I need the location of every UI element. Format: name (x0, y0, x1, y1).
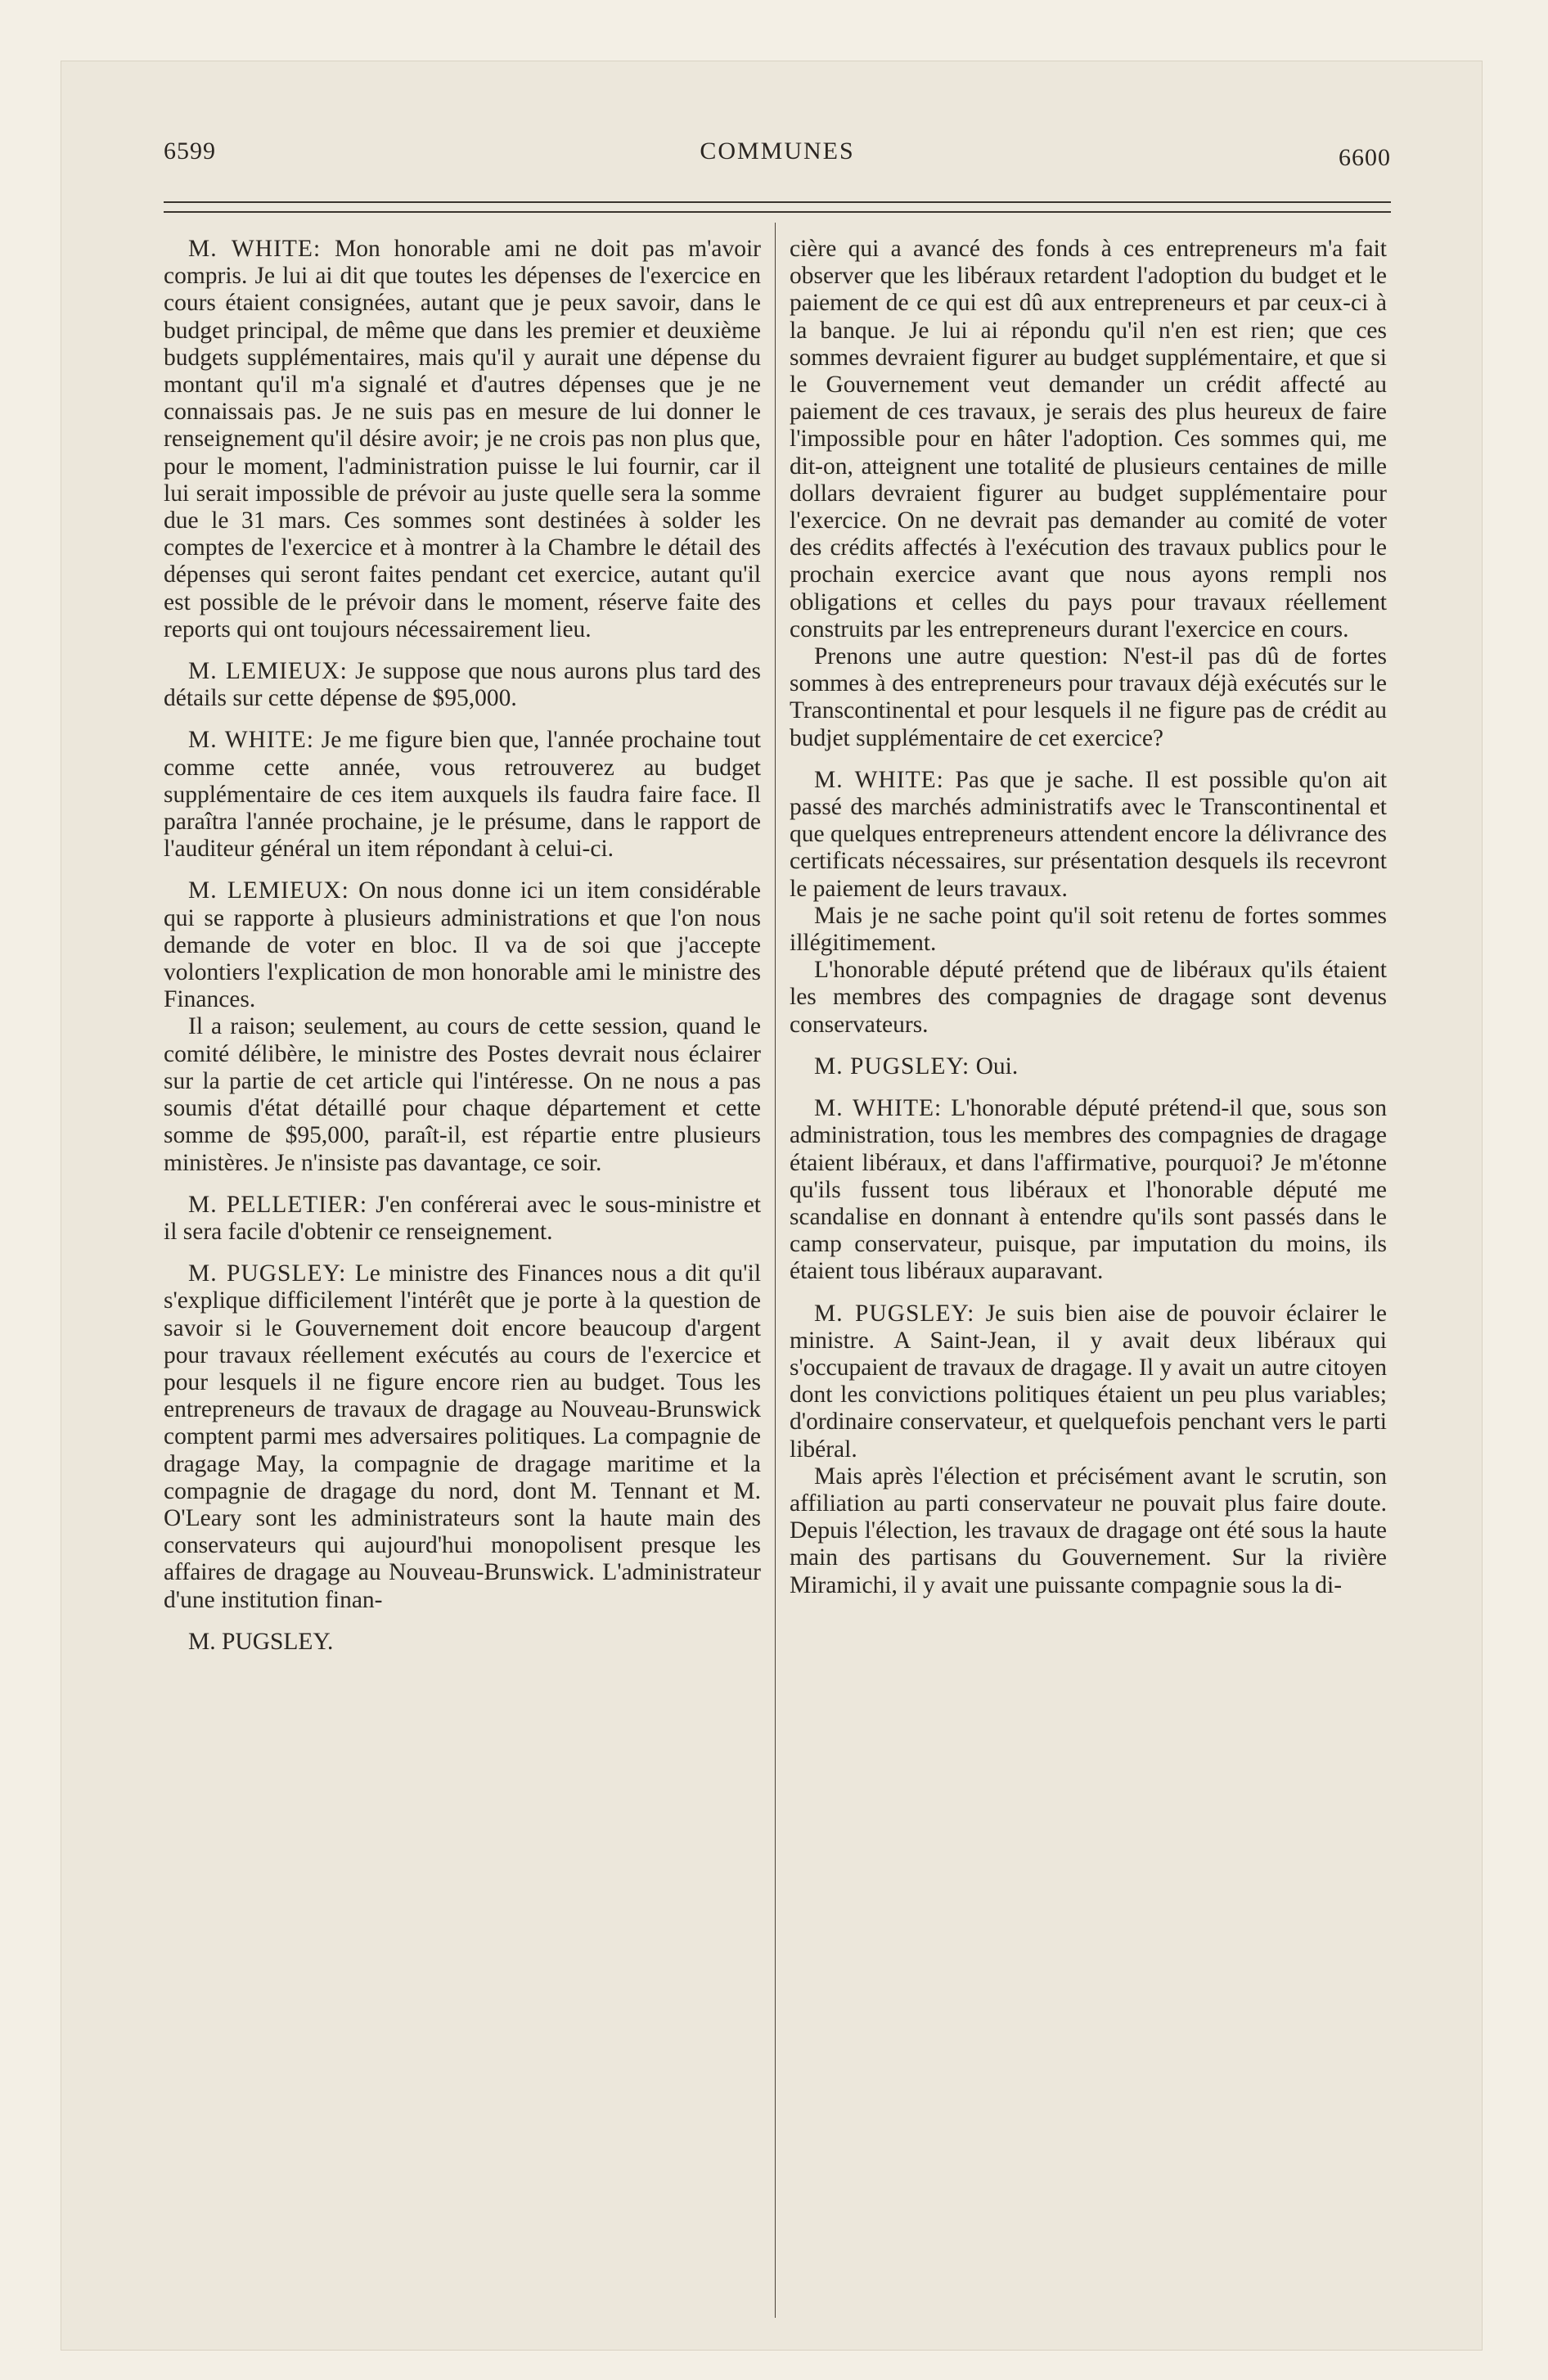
paragraph (790, 1300, 1387, 1463)
paragraph (790, 903, 1387, 957)
paragraph (164, 877, 761, 1013)
speaker-name: M. PUGSLEY: (188, 1260, 347, 1287)
column-divider (775, 223, 776, 2318)
paragraph (164, 1013, 761, 1176)
speaker-name: M. PUGSLEY: (814, 1300, 975, 1327)
paragraph (790, 957, 1387, 1039)
page-number-left: 6599 (164, 137, 216, 165)
header-rule-bottom (164, 211, 1391, 213)
speaker-name: M. WHITE: (814, 766, 944, 793)
paragraph (790, 1053, 1387, 1080)
paragraph (790, 767, 1387, 903)
header-rule-top (164, 201, 1391, 203)
speaker-name: M. WHITE: (188, 727, 314, 754)
paragraph-text: L'honorable député prétend que de libéraux qu'ils étaient les membres des compagnies de dragage sont devenus conservateurs. (790, 957, 1387, 1038)
paragraph-text: Mais après l'élection et précisément avant le scrutin, son affiliation au parti conservateur ne pouvait plus faire doute. Depuis l'élection, les travaux de dragage ont été sous la haute main des partisans du Gouvernement. Sur la rivière Miramichi, il y avait une puissante compagnie sous la di- (790, 1463, 1387, 1598)
paragraph (164, 236, 761, 643)
speaker-name: M. LEMIEUX: (188, 658, 348, 685)
paragraph-text: Il a raison; seulement, au cours de cette session, quand le comité délibère, le ministre des Postes devrait nous éclairer sur la partie de cet article qui l'intéresse. On ne nous a pas soumis d'état détaillé pour chaque département et cette somme de $95,000, paraît-il, est répartie entre plusieurs ministères. Je n'insiste pas davantage, ce soir. (164, 1013, 761, 1176)
paragraph-text: J'en conférerai avec le sous-ministre et il sera facile d'obtenir ce renseignement. (164, 1191, 761, 1245)
page-header (164, 137, 1391, 178)
paragraph-text: Prenons une autre question: N'est-il pas dû de fortes sommes à des entrepreneurs pour travaux déjà exécutés sur le Transcontinental et pour lesquels il ne figure pas de crédit au budjet supplémentaire de cet exercice? (790, 643, 1387, 751)
left-column (164, 236, 761, 1670)
paragraph-text: Mais je ne sache point qu'il soit retenu de fortes sommes illégitimement. (790, 902, 1387, 957)
paragraph (790, 1095, 1387, 1285)
paragraph (790, 236, 1387, 643)
paragraph-text: Mon honorable ami ne doit pas m'avoir compris. Je lui ai dit que toutes les dépenses de l'exercice en cours étaient consignées, autant que je peux savoir, dans le budget principal, de même que dans les premier et deuxième budgets supplémentaires, mais qu'il y aurait une dépense du montant qu'il m'a signalé et d'autres dépenses que je ne connaissais pas. Je ne suis pas en mesure de lui donner le renseignement qu'il désire avoir; je ne crois pas non plus que, pour le moment, l'administration puisse le lui fournir, car il lui serait impossible de prévoir au juste quelle sera la somme due le 31 mars. Ces sommes sont destinées à solder les comptes de l'exercice et à montrer à la Chambre le détail des dépenses qui seront faites pendant cet exercice, autant qu'il est possible de le prévoir dans le moment, réserve faite des reports qui ont toujours nécessairement lieu. (164, 236, 762, 642)
paragraph-text: Pas que je sache. Il est possible qu'on ait passé des marchés administratifs avec le Transcontinental et que quelques entrepreneurs attendent encore la délivrance des certificats nécessaires, sur présentation desquels ils recevront le paiement de leurs travaux. (790, 766, 1388, 902)
speaker-name: M. WHITE: (188, 236, 322, 262)
speaker-name: M. PUGSLEY: (814, 1053, 970, 1080)
paragraph (790, 1463, 1387, 1599)
paragraph-text: L'honorable député prétend-il que, sous son administration, tous les membres des compagnies de dragage étaient libéraux, et dans l'affirmative, pourquoi? Je m'étonne qu'ils fussent tous libéraux et l'honorable député me scandalise en donnant à entendre qu'ils sont passés dans le camp conservateur, puisque, par imputation du moins, ils étaient tous libéraux auparavant. (790, 1095, 1388, 1285)
paragraph (164, 658, 761, 712)
speaker-name: M. LEMIEUX: (188, 877, 349, 904)
paragraph (790, 643, 1387, 752)
running-title: COMMUNES (700, 137, 855, 165)
paragraph-text: Le ministre des Finances nous a dit qu'il s'explique difficilement l'intérêt que je porte à la question de savoir si le Gouvernement doit encore beaucoup d'argent pour travaux réellement exécutés au cours de l'exercice et pour lesquels il ne figure encore rien au budget. Tous les entrepreneurs de travaux de dragage au Nouveau-Brunswick comptent parmi mes adversaires politiques. La compagnie de dragage May, la compagnie de dragage maritime et la compagnie de dragage du nord, dont M. Tennant et M. O'Leary sont les administrateurs sont la haute main des conservateurs qui aujourd'hui monopolisent presque les affaires de dragage au Nouveau-Brunswick. L'administrateur d'une institution finan- (164, 1260, 762, 1613)
paragraph-text: Je me figure bien que, l'année prochaine tout comme cette année, vous retrouverez au budget supplémentaire de ces item auxquels ils faudra faire face. Il paraîtra l'année prochaine, je le présume, dans le rapport de l'auditeur général un item répondant à celui-ci. (164, 727, 762, 863)
paragraph-text: Je suis bien aise de pouvoir éclairer le ministre. A Saint-Jean, il y avait deux libéraux qui s'occupaient de travaux de dragage. Il y avait un autre citoyen dont les convictions politiques étaient un peu plus variables; d'ordinaire conservateur, et quelquefois penchant vers le parti libéral. (790, 1300, 1388, 1463)
paragraph (164, 727, 761, 863)
paragraph (164, 1260, 761, 1614)
speaker-name: M. PELLETIER: (188, 1191, 368, 1218)
paragraph-text: cière qui a avancé des fonds à ces entrepreneurs m'a fait observer que les libéraux retardent l'adoption du budget et le paiement de ce qui est dû aux entrepreneurs et par ceux-ci à la banque. Je lui ai répondu qu'il n'en est rien; que ces sommes devraient figurer au budget supplémentaire, et que si le Gouvernement veut demander un crédit affecté au paiement de ces travaux, je serais des plus heureux de faire l'impossible pour en hâter l'adoption. Ces sommes qui, me dit-on, atteignent une totalité de plusieurs centaines de mille dollars devraient figurer au budget supplémentaire pour l'exercice. On ne devrait pas demander au comité de voter des crédits affectés à l'exécution des travaux publics pour le prochain exercice avant que nous ayons rempli nos obligations et celles du pays pour travaux réellement construits par les entrepreneurs durant l'exercice en cours. (790, 236, 1387, 642)
paragraph-text: Je suppose que nous aurons plus tard des détails sur cette dépense de $95,000. (164, 658, 762, 712)
paragraph (164, 1192, 761, 1246)
end-speaker: M. PUGSLEY. (188, 1628, 334, 1655)
paragraph-text: On nous donne ici un item considérable qui se rapporte à plusieurs administrations et que l'on nous demande de voter en bloc. Il va de soi que j'accepte volontiers l'explication de mon honorable ami le ministre des Finances. (164, 877, 761, 1013)
right-column (790, 236, 1387, 1614)
speaker-name: M. WHITE: (814, 1095, 943, 1122)
paragraph-text: Oui. (975, 1053, 1019, 1080)
page-number-right: 6600 (1339, 144, 1391, 171)
